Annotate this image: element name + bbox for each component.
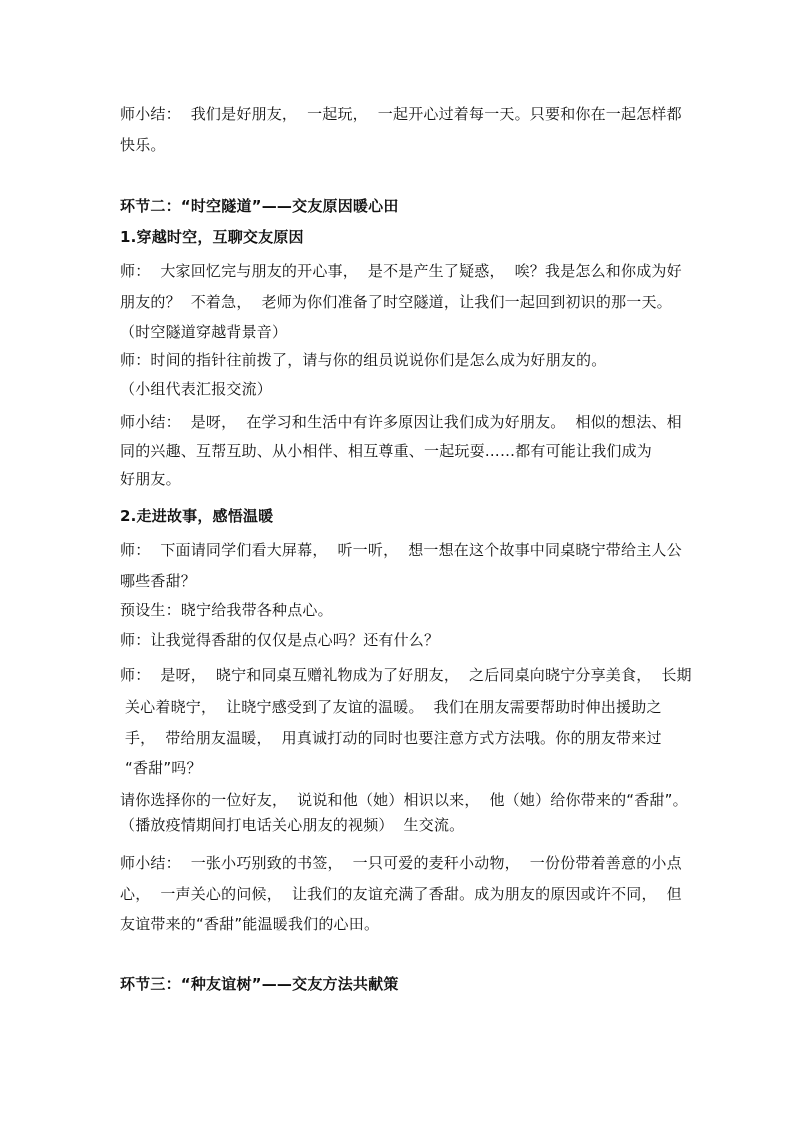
teacher5-line3: 手， 带给朋友温暖， 用真诚打动的同时也要注意方式方法哦。你的朋友带来过 bbox=[120, 729, 662, 747]
teacher3-line2: 哪些香甜？ bbox=[120, 572, 197, 590]
summary3-line1: 师小结： 一张小巧别致的书签， 一只可爱的麦秆小动物， 一份份带着善意的小点 bbox=[120, 854, 682, 872]
summary2-line1: 师小结： 是呀， 在学习和生活中有许多原因让我们成为好朋友。 相似的想法、相 bbox=[120, 413, 682, 431]
teacher5-line2: 关心着晓宁， 让晓宁感受到了友谊的温暖。 我们在朋友需要帮助时伸出援助之 bbox=[120, 698, 662, 716]
teacher3-line1: 师： 下面请同学们看大屏幕， 听一听， 想一想在这个故事中同桌晓宁带给主人公 bbox=[120, 541, 682, 559]
summary1-line1: 师小结： 我们是好朋友， 一起玩， 一起开心过着每一天。只要和你在一起怎样都 bbox=[120, 105, 682, 123]
prompt-line: 请你选择你的一位好友， 说说和他（她）相识以来， 他（她）给你带来的“香甜”。 bbox=[120, 791, 688, 809]
teacher2-line: 师：时间的指针往前拨了，请与你的组员说说你们是怎么成为好朋友的。 bbox=[120, 351, 607, 369]
subsection1-heading: 1.穿越时空，互聊交友原因 bbox=[120, 228, 304, 246]
section2-heading: 环节二：“时空隧道”——交友原因暖心田 bbox=[120, 197, 399, 215]
summary3-line3: 友谊带来的“香甜”能温暖我们的心田。 bbox=[120, 915, 380, 933]
note1-line: （小组代表汇报交流） bbox=[120, 380, 273, 398]
teacher5-line4: “香甜”吗？ bbox=[120, 759, 202, 777]
summary3-line2: 心， 一声关心的问候， 让我们的友谊充满了香甜。成为朋友的原因或许不同， 但 bbox=[120, 885, 682, 903]
teacher1-line3: （时空隧道穿越背景音） bbox=[120, 323, 288, 341]
teacher4-line: 师：让我觉得香甜的仅仅是点心吗？还有什么？ bbox=[120, 631, 440, 649]
teacher5-line1: 师： 是呀， 晓宁和同桌互赠礼物成为了好朋友， 之后同桌向晓宁分享美食， 长期 bbox=[120, 666, 692, 684]
summary2-line3: 好朋友。 bbox=[120, 470, 181, 488]
section3-heading: 环节三：“种友谊树”——交友方法共献策 bbox=[120, 975, 399, 993]
summary2-line2: 同的兴趣、互帮互助、从小相伴、相互尊重、一起玩耍……都有可能让我们成为 bbox=[120, 442, 653, 460]
teacher1-line1: 师： 大家回忆完与朋友的开心事， 是不是产生了疑惑， 唉？我是怎么和你成为好 bbox=[120, 262, 682, 280]
teacher1-line2: 朋友的？ 不着急， 老师为你们准备了时空隧道，让我们一起回到初识的那一天。 bbox=[120, 293, 672, 311]
student1-line: 预设生：晓宁给我带各种点心。 bbox=[120, 601, 333, 619]
summary1-line2: 快乐。 bbox=[120, 136, 166, 154]
note2-line: （播放疫情期间打电话关心朋友的视频） 生交流。 bbox=[120, 816, 465, 834]
subsection2-heading: 2.走进故事，感悟温暖 bbox=[120, 507, 274, 525]
